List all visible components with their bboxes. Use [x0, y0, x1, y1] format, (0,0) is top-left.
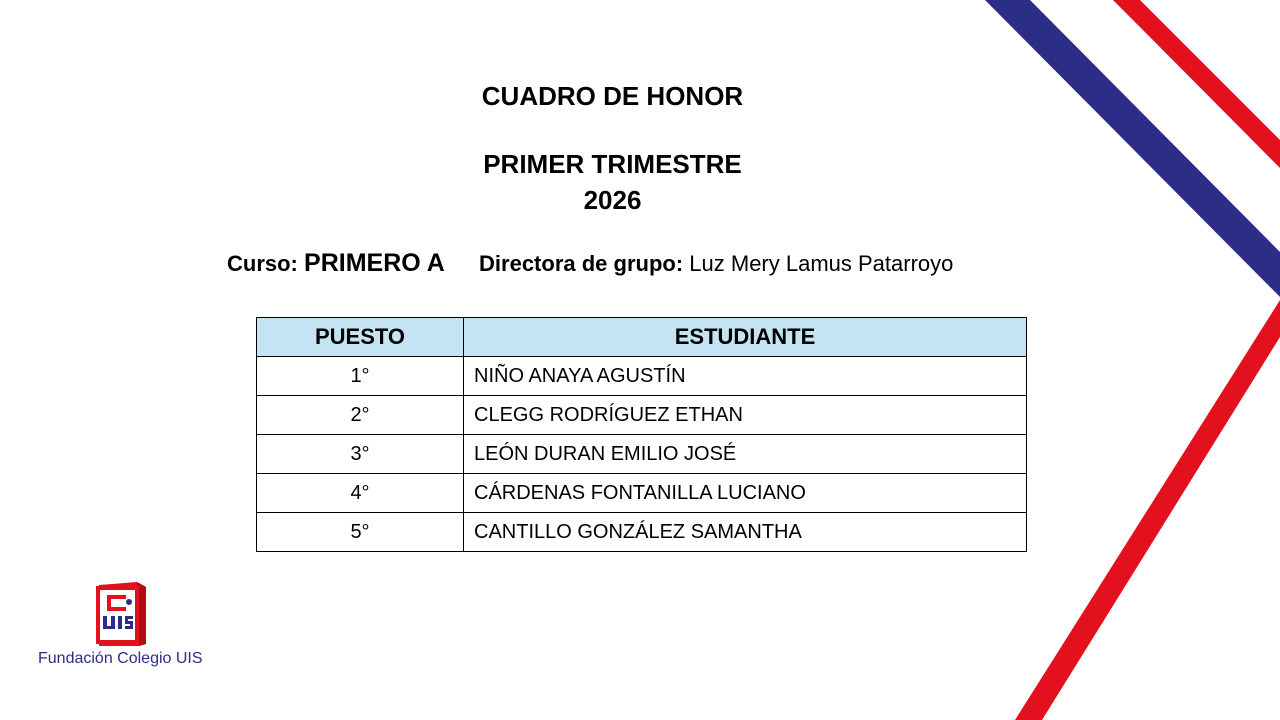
teacher-value: Luz Mery Lamus Patarroyo: [689, 251, 954, 276]
table-row: [257, 513, 1027, 552]
school-name-caption: Fundación Colegio UIS: [38, 650, 203, 667]
page-title: CUADRO DE HONOR: [481, 81, 744, 111]
honor-table: [256, 317, 1027, 552]
position-cell: 1°: [257, 357, 464, 396]
table-row: [257, 435, 1027, 474]
position-cell: 3°: [257, 435, 464, 474]
position-cell: 2°: [257, 396, 464, 435]
table-row: [257, 357, 1027, 396]
table-header-row: [257, 318, 1027, 357]
teacher-label: Directora de grupo:: [479, 251, 684, 276]
position-cell: 5°: [257, 513, 464, 552]
course-value: PRIMERO A: [304, 249, 445, 277]
school-logo-icon: [93, 581, 147, 647]
student-cell: NIÑO ANAYA AGUSTÍN: [464, 357, 1027, 396]
red-stripe-lower: [1015, 300, 1280, 720]
student-cell: CÁRDENAS FONTANILLA LUCIANO: [464, 474, 1027, 513]
position-cell: 4°: [257, 474, 464, 513]
student-cell: CLEGG RODRÍGUEZ ETHAN: [464, 396, 1027, 435]
course-label: Curso:: [227, 251, 298, 276]
student-cell: CANTILLO GONZÁLEZ SAMANTHA: [464, 513, 1027, 552]
column-header-position: PUESTO: [257, 318, 464, 357]
column-header-student: ESTUDIANTE: [464, 318, 1027, 357]
table-row: [257, 396, 1027, 435]
year-title: 2026: [583, 185, 642, 215]
course-info: [227, 247, 953, 280]
table-row: [257, 474, 1027, 513]
student-cell: LEÓN DURAN EMILIO JOSÉ: [464, 435, 1027, 474]
period-title: PRIMER TRIMESTRE: [483, 149, 742, 179]
